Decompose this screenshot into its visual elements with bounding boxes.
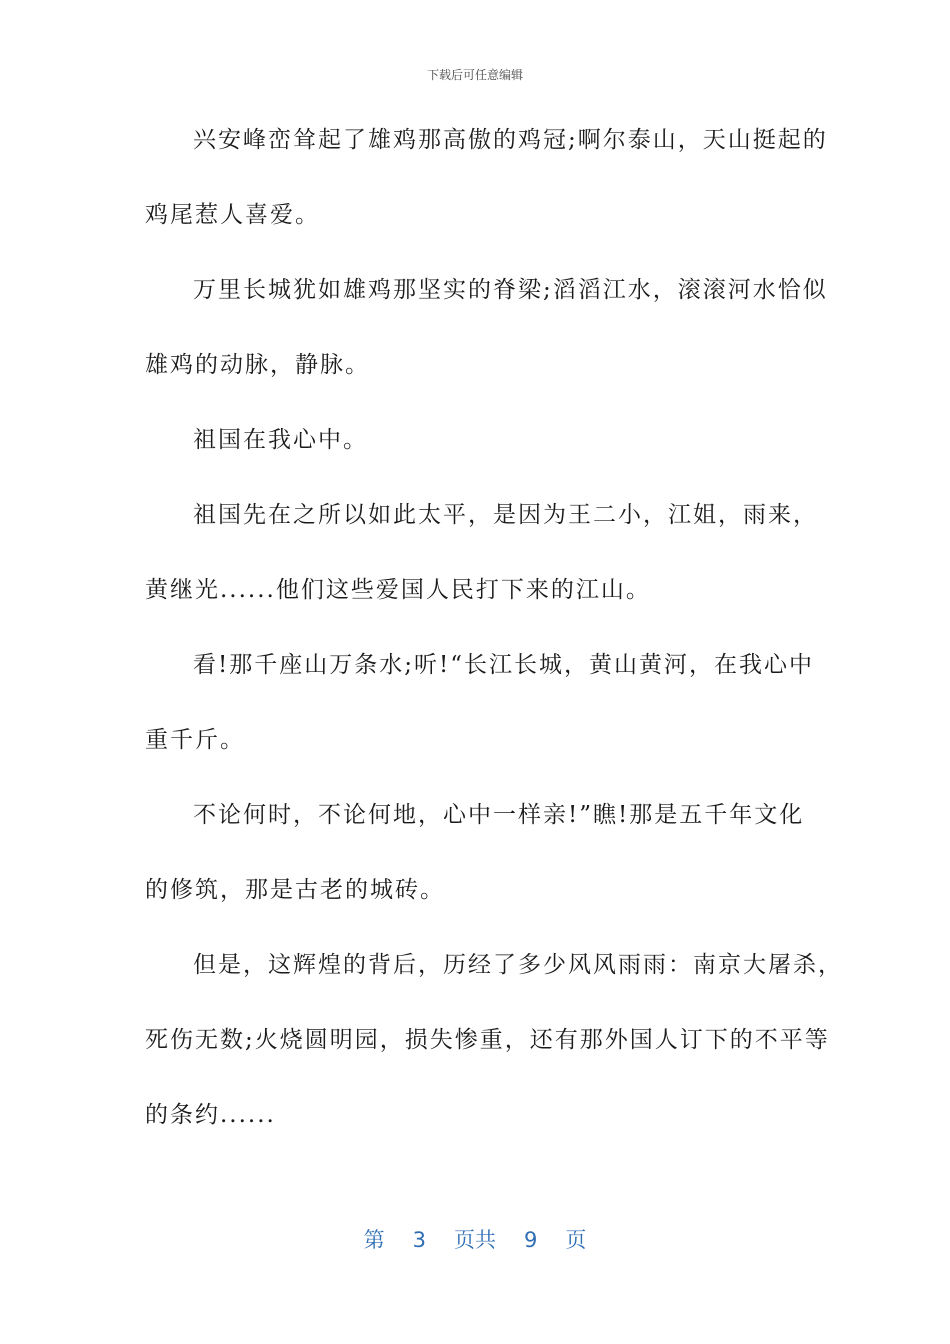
text-line-13: 死伤无数;火烧圆明园，损失惨重，还有那外国人订下的不平等 bbox=[145, 1027, 830, 1053]
footer-middle: 页共 bbox=[454, 1228, 496, 1252]
text-line-12: 但是，这辉煌的背后，历经了多少风风雨雨：南京大屠杀， bbox=[193, 952, 843, 978]
text-line-5: 祖国在我心中。 bbox=[193, 427, 368, 453]
text-line-10: 不论何时，不论何地，心中一样亲!”瞧!那是五千年文化 bbox=[193, 802, 805, 828]
text-line-2: 鸡尾惹人喜爱。 bbox=[145, 202, 320, 228]
footer-total-pages: 9 bbox=[524, 1228, 538, 1252]
page-footer bbox=[0, 1224, 950, 1254]
text-line-7: 黄继光......他们这些爱国人民打下来的江山。 bbox=[145, 577, 651, 603]
text-line-3: 万里长城犹如雄鸡那坚实的脊梁;滔滔江水，滚滚河水恰似 bbox=[193, 277, 828, 303]
document-body bbox=[145, 122, 843, 1172]
header-note: 下载后可任意编辑 bbox=[426, 68, 523, 82]
text-line-14: 的条约...... bbox=[145, 1102, 276, 1128]
text-line-6: 祖国先在之所以如此太平，是因为王二小，江姐，雨来， bbox=[193, 502, 818, 528]
text-line-11: 的修筑，那是古老的城砖。 bbox=[145, 877, 445, 903]
text-line-9: 重千斤。 bbox=[145, 727, 245, 753]
footer-prefix: 第 bbox=[363, 1228, 385, 1252]
text-line-1: 兴安峰峦耸起了雄鸡那高傲的鸡冠;啊尔泰山，天山挺起的 bbox=[193, 127, 828, 153]
footer-suffix: 页 bbox=[565, 1228, 587, 1252]
text-line-8: 看!那千座山万条水;听!“长江长城，黄山黄河，在我心中 bbox=[193, 652, 814, 678]
footer-current-page: 3 bbox=[412, 1228, 426, 1252]
text-line-4: 雄鸡的动脉，静脉。 bbox=[145, 352, 370, 378]
